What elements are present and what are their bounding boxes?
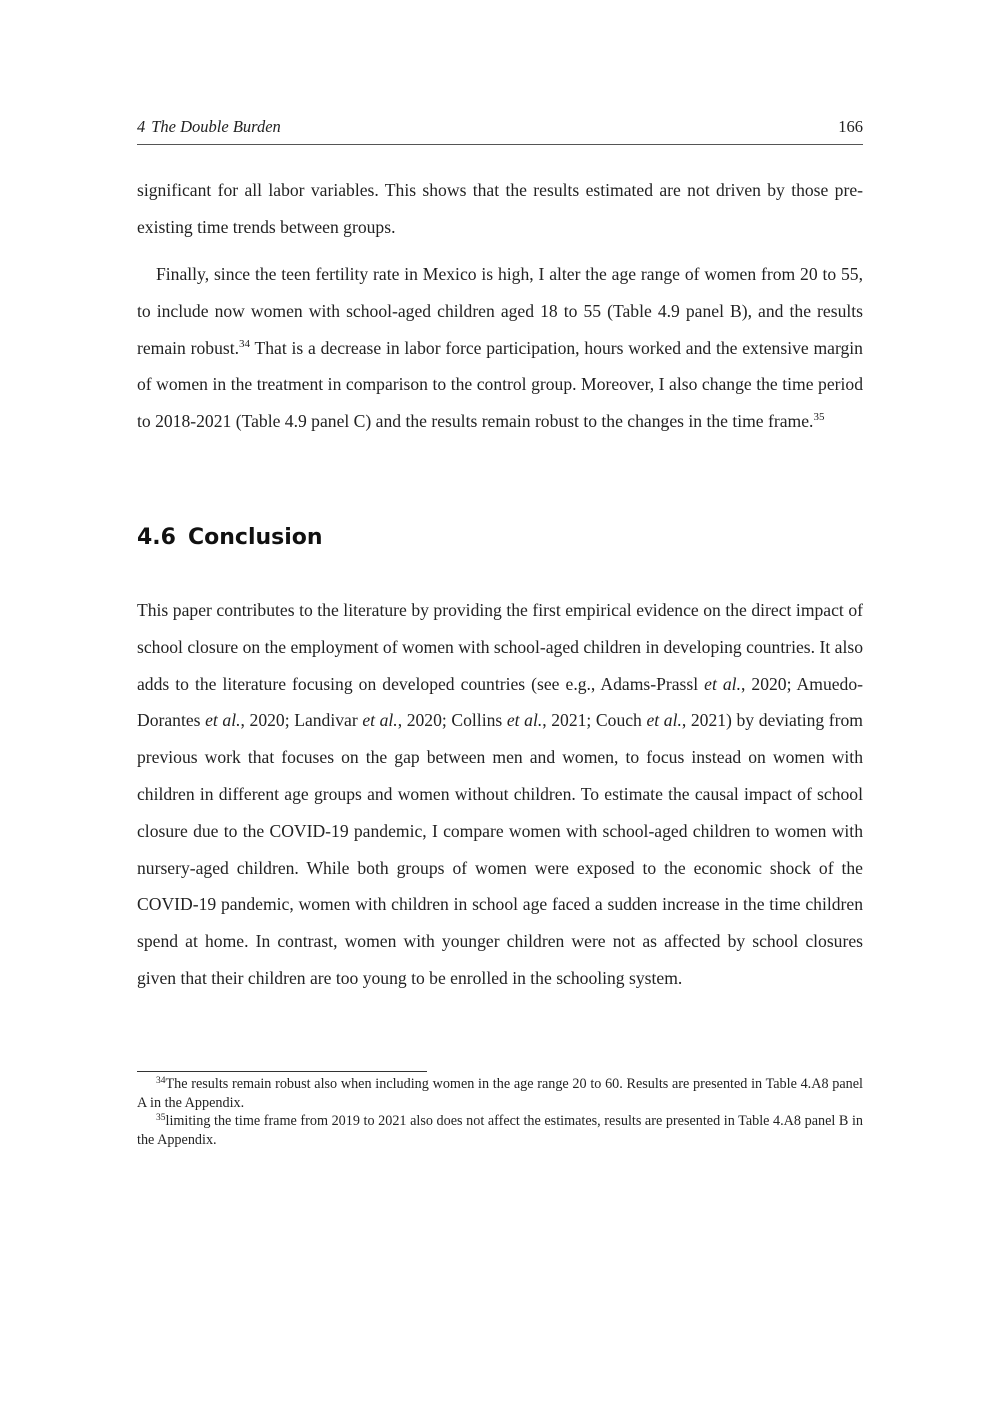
footnote-text: limiting the time frame from 2019 to 2021 also does not affect the estimates, results are presented in Table 4.A8 panel B in the Appendix. (137, 1113, 863, 1148)
citation-etal: et al. (506, 710, 543, 731)
footnote-number: 34 (156, 1076, 166, 1086)
paragraph-continuation: significant for all labor variables. This shows that the results estimated are not driven by those pre-existing time trends between groups. (137, 180, 863, 237)
citation-etal: et al. (362, 710, 398, 731)
paragraph-text: , 2020; Landivar (240, 710, 363, 731)
footnote-34 (137, 1075, 863, 1113)
paragraph-text: , 2021) by deviating from previous work that focuses on the gap between men and women, to focus instead on women with children in different age groups and women without children. To estimate the causal impact of school closure due to the COVID-19 pandemic, I compare women with school-aged children to women with nursery-aged children. While both groups of women were exposed to the economic shock of the COVID-19 pandemic, women with children in school age faced a sudden increase in the time children spend at home. In contrast, women with younger children were not as affected by school closures given that their children are too young to be enrolled in the schooling system. (137, 710, 863, 988)
footnote-divider (137, 1071, 427, 1072)
footnote-35 (137, 1112, 863, 1150)
paragraph-conclusion (137, 592, 863, 997)
paragraph-text: , 2020; Amuedo-Dorantes (137, 673, 864, 731)
chapter-title (137, 117, 281, 137)
citation-etal: et al. (646, 710, 682, 731)
paragraph-text: Finally, since the teen fertility rate in Mexico is high, I alter the age range of women from 20 to 55, to include now women with school-aged children aged 18 to 55 (Table 4.9 panel B), and the results remain robust. (137, 264, 863, 358)
footnote-text: The results remain robust also when including women in the age range 20 to 60. Results are presented in Table 4.A8 panel A in the Appendix. (137, 1076, 863, 1111)
paragraph-text: , 2021; Couch (542, 710, 647, 731)
page (137, 0, 863, 1414)
section-number: 4.6 (137, 525, 176, 550)
chapter-name: The Double Burden (151, 117, 281, 136)
page-number: 166 (838, 117, 863, 136)
footnote-number: 35 (156, 1113, 166, 1123)
running-header (137, 116, 863, 145)
footnote-ref-34[interactable]: 34 (239, 337, 251, 350)
section-title: Conclusion (187, 525, 323, 550)
citation-etal: et al. (205, 710, 241, 731)
paragraph-text: , 2020; Collins (397, 710, 507, 731)
footnote-ref-35[interactable]: 35 (813, 411, 825, 424)
paragraph-text: That is a decrease in labor force participation, hours worked and the extensive margin of women in the treatment in comparison to the control group. Moreover, I also change the time period to 2018-2021 (Table 4.9 panel C) and the results remain robust to the changes in the time frame. (137, 337, 863, 432)
section-heading (137, 525, 323, 550)
citation-etal: et al. (704, 673, 741, 694)
paragraph-text: This paper contributes to the literature by providing the first empirical evidence on the direct impact of school closure on the employment of women with school-aged children in developing countries. It also adds to the literature focusing on developed countries (see e.g., Adams-Prassl (137, 600, 863, 694)
chapter-number: 4 (137, 117, 146, 136)
paragraph-robustness (137, 256, 863, 440)
